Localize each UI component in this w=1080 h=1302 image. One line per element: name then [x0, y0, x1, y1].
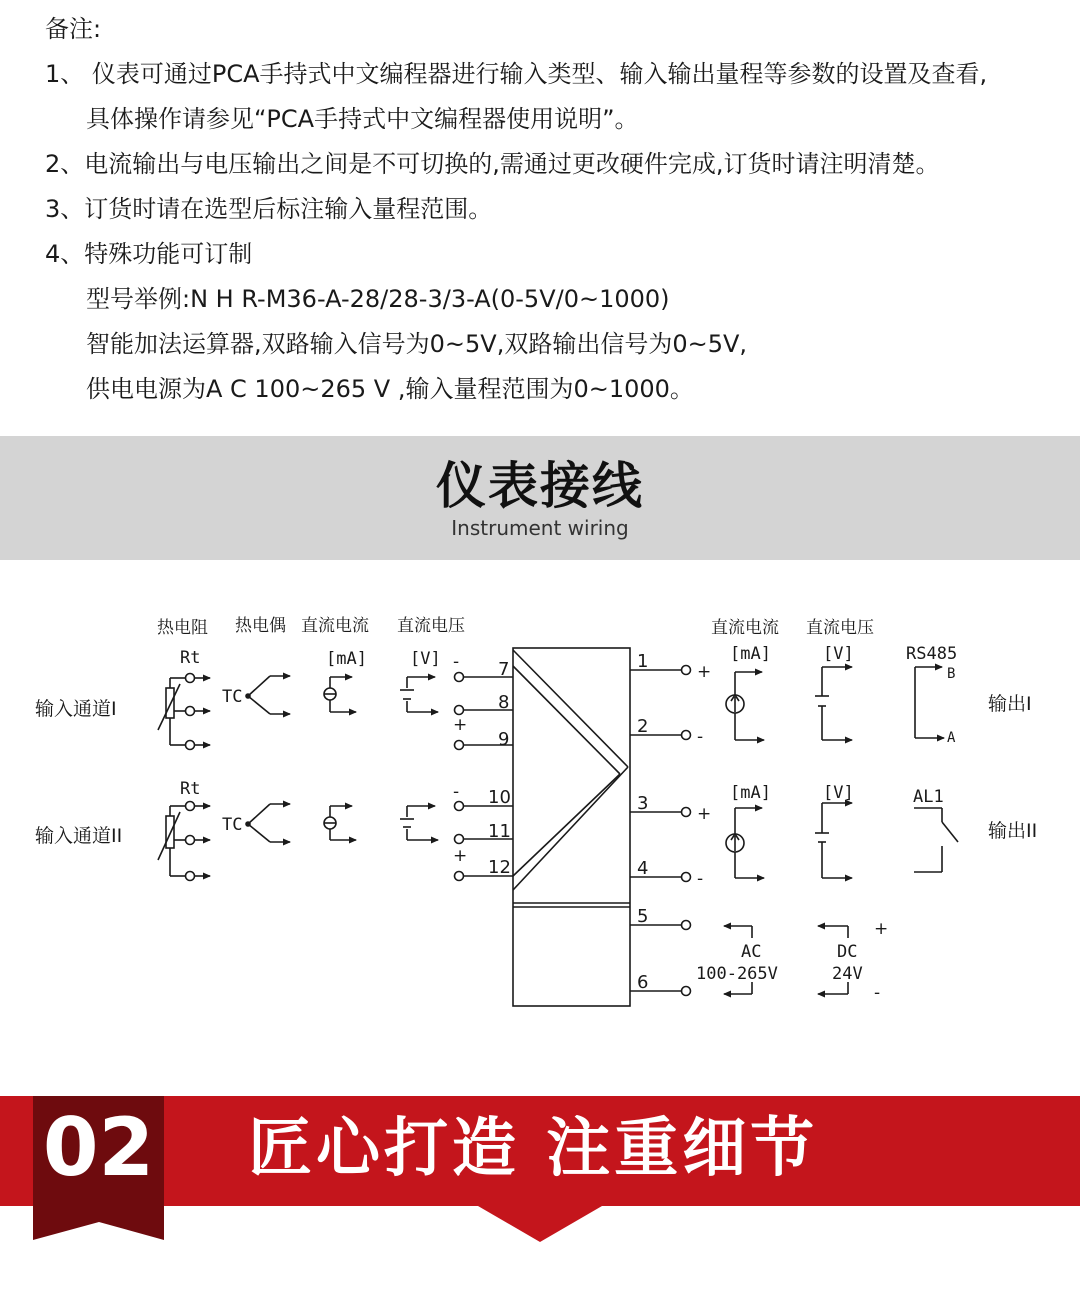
note-model-desc-2: 供电电源为A C 100~265 V ,输入量程范围为0~1000。	[86, 375, 694, 403]
rtd-symbol-ch2	[158, 802, 210, 881]
label-v-out-2: [V]	[823, 783, 854, 803]
ma-source-ch2	[324, 806, 356, 840]
rtd-symbol-ch1	[158, 674, 210, 750]
note-line-4: 4、特殊功能可订制	[45, 240, 253, 268]
footer-number: 02	[42, 1101, 155, 1194]
label-output-1: 输出I	[988, 693, 1032, 715]
banner-subtitle: Instrument wiring	[451, 516, 629, 540]
sign-minus-2: -	[453, 782, 460, 802]
sign-minus-out4: -	[697, 869, 704, 889]
label-al1: AL1	[913, 787, 944, 807]
out-v-ch1	[815, 667, 852, 740]
tc-symbol-ch1	[246, 676, 290, 714]
label-v-out-1: [V]	[823, 644, 854, 664]
label-rtd: 热电阻	[157, 618, 208, 638]
footer-section	[0, 1060, 1080, 1302]
terminal-4: 4	[637, 858, 649, 879]
label-dc-voltage-in: 直流电压	[397, 616, 465, 636]
terminal-12: 12	[488, 857, 511, 878]
sign-plus-out1: +	[697, 662, 712, 682]
note-line-1-cont: 具体操作请参见“PCA手持式中文编程器使用说明”。	[86, 105, 639, 133]
module-chevron	[513, 650, 628, 890]
note-line-1: 1、 仪表可通过PCA手持式中文编程器进行输入类型、输入输出量程等参数的设置及查看,	[45, 60, 988, 88]
note-model-example: 型号举例:N H R-M36-A-28/28-3/3-A(0-5V/0~1000)	[86, 285, 670, 313]
sign-plus-dc: +	[874, 919, 889, 939]
banner-title: 仪表接线	[436, 457, 644, 515]
terminal-9: 9	[498, 729, 510, 750]
label-dc-voltage-out: 直流电压	[806, 618, 874, 638]
terminal-11: 11	[488, 821, 511, 842]
v-source-ch2	[400, 806, 438, 840]
out-ma-ch1	[726, 672, 764, 740]
sign-minus-out1: -	[697, 727, 704, 747]
terminal-2: 2	[637, 716, 649, 737]
right-terminals	[630, 666, 691, 996]
label-input-channel-1: 输入通道I	[35, 698, 117, 720]
label-dc-current-in: 直流电流	[301, 616, 369, 636]
terminal-6: 6	[637, 972, 649, 993]
label-input-channel-2: 输入通道II	[35, 825, 123, 847]
sign-minus-1: -	[453, 652, 460, 672]
notes-section	[0, 0, 1080, 430]
label-tc-2: TC	[222, 815, 243, 835]
terminal-3: 3	[637, 793, 649, 814]
out-v-ch2	[815, 803, 852, 878]
note-line-2: 2、电流输出与电压输出之间是不可切换的,需通过更改硬件完成,订货时请注明清楚。	[45, 150, 940, 178]
sign-plus-out3: +	[697, 804, 712, 824]
label-v-in: [V]	[410, 649, 441, 669]
label-dc: DC	[837, 942, 858, 962]
label-tc: 热电偶	[235, 616, 286, 636]
label-dc-current-out: 直流电流	[711, 618, 779, 638]
label-rs-b: B	[947, 666, 956, 682]
notes-heading: 备注:	[45, 15, 102, 43]
label-output-2: 输出II	[988, 820, 1038, 842]
sign-minus-dc: -	[874, 983, 881, 1003]
terminal-1: 1	[637, 651, 649, 672]
footer-slogan: 匠心打造 注重细节	[248, 1112, 819, 1186]
label-ma-out-1: [mA]	[730, 644, 771, 664]
v-source-ch1	[400, 677, 438, 712]
label-rs-a: A	[947, 730, 956, 746]
label-ma-in: [mA]	[326, 649, 367, 669]
wiring-diagram	[0, 560, 1080, 1060]
terminal-10: 10	[488, 787, 511, 808]
label-ma-out-2: [mA]	[730, 783, 771, 803]
relay-al1	[914, 808, 958, 872]
terminal-7: 7	[498, 659, 510, 680]
label-rs485: RS485	[906, 644, 958, 664]
label-ac-range: 100-265V	[696, 964, 778, 984]
out-ma-ch2	[726, 808, 764, 878]
terminal-5: 5	[637, 906, 649, 927]
note-line-3: 3、订货时请在选型后标注输入量程范围。	[45, 195, 493, 223]
out-rs485	[915, 667, 944, 738]
label-dc-volt: 24V	[832, 964, 863, 984]
label-tc-1: TC	[222, 687, 243, 707]
ma-source-ch1	[324, 677, 356, 712]
terminal-8: 8	[498, 692, 510, 713]
sign-plus-1: +	[453, 715, 468, 735]
label-ac: AC	[741, 942, 762, 962]
label-rt-2: Rt	[180, 779, 201, 799]
label-rt-1: Rt	[180, 648, 201, 668]
note-model-desc-1: 智能加法运算器,双路输入信号为0~5V,双路输出信号为0~5V,	[86, 330, 748, 358]
sign-plus-2: +	[453, 846, 468, 866]
section-banner	[0, 436, 1080, 560]
tc-symbol-ch2	[246, 804, 290, 842]
